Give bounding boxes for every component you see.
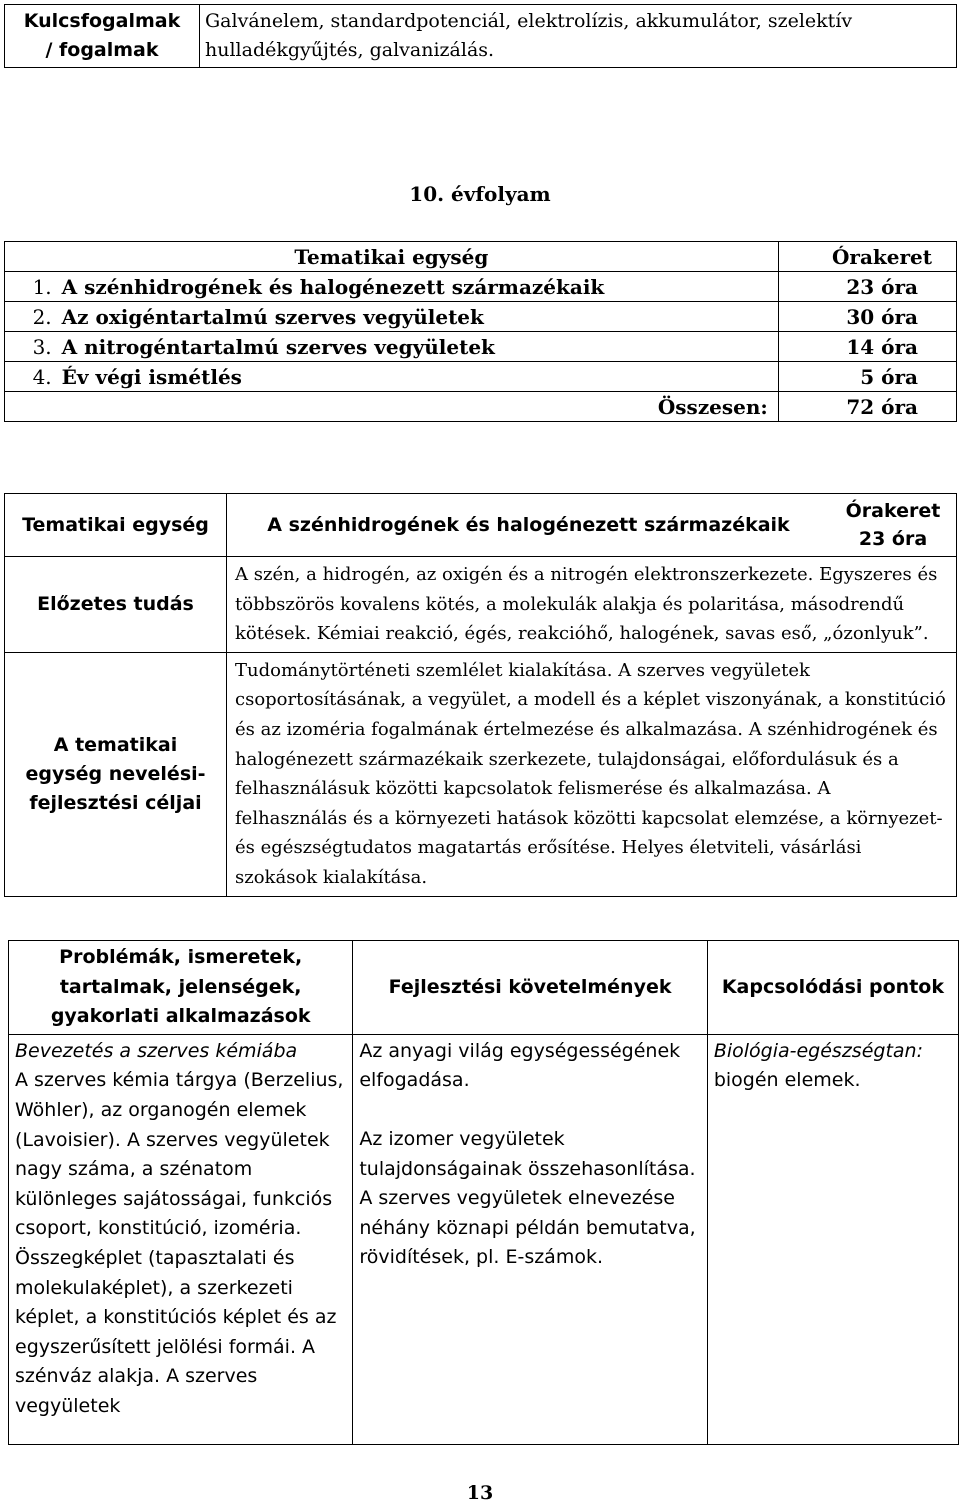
row-number: 3.: [5, 332, 52, 362]
table-row: [5, 272, 957, 302]
connection-subject: Biológia-egészségtan:: [713, 1039, 923, 1062]
requirement-paragraph: A szerves vegyületek elnevezése néhány köznapi példán bemutatva, rövidítések, pl. E-számok.: [359, 1187, 696, 1269]
content-table: [8, 940, 959, 1445]
problems-cell: [9, 1034, 353, 1444]
key-concepts-label: Kulcsfogalmak / fogalmak: [5, 5, 200, 68]
total-row: [5, 392, 957, 422]
problems-text: A szerves kémia tárgya (Berzelius, Wöhler), az organogén elemek (Lavoisier). A szerves vegyületek nagy száma, a szénatom különleges sajátosságai, funkciós csoport, konstitúció, izoméria. Összegképlet (tapasztalati és molekulaképlet), a szerkezeti képlet, a konstitúciós képlet és az egyszerűsített jelölési formái. A szénváz alakja. A szerves vegyületek: [15, 1069, 344, 1417]
key-concepts-value: Galvánelem, standardpotenciál, elektrolízis, akkumulátor, szelektív hulladékgyűjtés, galvanizálás.: [200, 5, 957, 68]
row-name: A szénhidrogének és halogénezett származékaik: [52, 272, 779, 302]
table-row: [5, 332, 957, 362]
requirement-paragraph: Az anyagi világ egységességének elfogadása.: [359, 1039, 681, 1092]
connection-text: biogén elemek.: [713, 1069, 861, 1092]
requirements-cell: [353, 1034, 707, 1444]
thematic-units-table: [4, 241, 957, 422]
goals-text: Tudománytörténeti szemlélet kialakítása. A szerves vegyületek csoportosításának, a vegyület, a modell és a képlet viszonyának, a konstitúció és az izoméria fogalmának értelmezése és alkalmazása. A szénhidrogének és halogénezett származékaik szerkezete, tulajdonságai, előfordulásuk és a felhasználásuk közötti kapcsolatok felismerése és alkalmazása. A felhasználás és a környezeti hatások közötti kapcsolat elemzése, a környezet- és egészségtudatos magatartás erősítése. Helyes életviteli, vásárlási szokások kialakítása.: [227, 652, 957, 896]
problems-section-title: Bevezetés a szerves kémiába: [15, 1039, 298, 1062]
problems-header: Problémák, ismeretek, tartalmak, jelenségek, gyakorlati alkalmazások: [9, 941, 353, 1035]
prior-knowledge-row: [5, 557, 957, 653]
connections-header: Kapcsolódási pontok: [707, 941, 958, 1035]
row-hours: 23 óra: [778, 272, 956, 302]
connections-cell: [707, 1034, 958, 1444]
row-hours: 30 óra: [778, 302, 956, 332]
goals-label: A tematikai egység nevelési-fejlesztési céljai: [5, 652, 227, 896]
prior-knowledge-label: Előzetes tudás: [5, 557, 227, 653]
row-number: 1.: [5, 272, 52, 302]
total-hours: 72 óra: [778, 392, 956, 422]
header-unit: Tematikai egység: [5, 242, 779, 272]
unit-title: A szénhidrogének és halogénezett származékaik: [227, 494, 831, 557]
row-name: Az oxigéntartalmú szerves vegyületek: [52, 302, 779, 332]
unit-hours-label: Órakeret: [845, 500, 941, 522]
total-label: Összesen:: [5, 392, 779, 422]
row-hours: 5 óra: [778, 362, 956, 392]
prior-knowledge-text: A szén, a hidrogén, az oxigén és a nitrogén elektronszerkezete. Egyszeres és többszörös kovalens kötés, a molekulák alakja és polaritása, másodrendű kötések. Kémiai reakció, égés, reakcióhő, halogének, savas eső, „ózonlyuk”.: [227, 557, 957, 653]
row-number: 4.: [5, 362, 52, 392]
content-header-row: [9, 941, 959, 1035]
goals-row: [5, 652, 957, 896]
content-body-row: [9, 1034, 959, 1444]
header-hours: Órakeret: [778, 242, 956, 272]
table-row: [5, 362, 957, 392]
key-concepts-table: [4, 4, 957, 68]
requirements-header: Fejlesztési követelmények: [353, 941, 707, 1035]
row-name: A nitrogéntartalmú szerves vegyületek: [52, 332, 779, 362]
page-number: 13: [466, 1482, 494, 1504]
table-header-row: [5, 242, 957, 272]
row-name: Év végi ismétlés: [52, 362, 779, 392]
row-number: 2.: [5, 302, 52, 332]
unit-hours: [830, 494, 957, 557]
row-hours: 14 óra: [778, 332, 956, 362]
table-row: [5, 302, 957, 332]
grade-heading: 10. évfolyam: [409, 182, 551, 206]
requirement-paragraph: Az izomer vegyületek tulajdonságainak összehasonlítása.: [359, 1127, 696, 1180]
unit-header-row: [5, 494, 957, 557]
unit-description-table: [4, 493, 957, 897]
unit-hours-value: 23 óra: [858, 528, 928, 550]
unit-label: Tematikai egység: [5, 494, 227, 557]
